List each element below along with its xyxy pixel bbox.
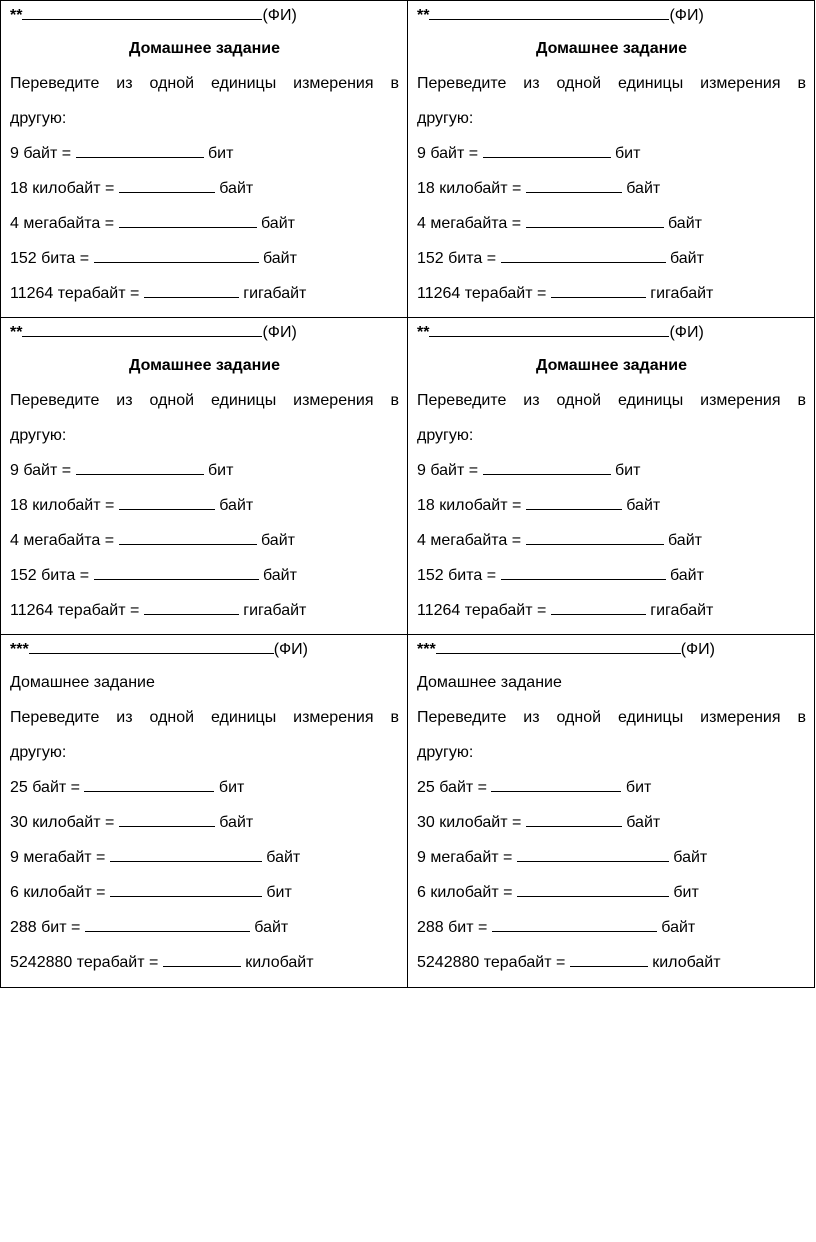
answer-blank[interactable] [551, 283, 646, 298]
answer-blank[interactable] [517, 882, 669, 897]
student-name-line [417, 318, 806, 348]
level-marker: ** [417, 7, 430, 24]
task-quantity: 4 мегабайта = [417, 532, 522, 549]
task-quantity: 9 байт = [10, 462, 72, 479]
task-target-unit: гигабайт [650, 602, 714, 619]
task-target-unit: байт [669, 250, 704, 267]
name-suffix-label: (ФИ) [273, 641, 309, 658]
task-line [10, 206, 399, 241]
homework-card [0, 1, 407, 317]
answer-blank[interactable] [526, 530, 664, 545]
instruction-word: единицы [210, 709, 277, 726]
task-quantity: 11264 терабайт = [10, 602, 140, 619]
answer-blank[interactable] [501, 248, 666, 263]
task-quantity: 11264 терабайт = [417, 602, 547, 619]
task-quantity: 288 бит = [417, 919, 488, 936]
task-line [417, 910, 806, 945]
card-title: Домашнее задание [128, 357, 280, 374]
task-target-unit: килобайт [245, 954, 314, 971]
instruction-word: единицы [617, 709, 684, 726]
instruction-word: измерения [293, 75, 374, 92]
answer-blank[interactable] [144, 283, 239, 298]
task-line [417, 171, 806, 206]
answer-blank[interactable] [119, 213, 257, 228]
card-title: Домашнее задание [417, 674, 562, 691]
answer-blank[interactable] [94, 565, 259, 580]
task-quantity: 11264 терабайт = [10, 285, 140, 302]
homework-card [0, 318, 407, 634]
instruction-word: одной [556, 75, 602, 92]
answer-blank[interactable] [119, 530, 257, 545]
name-blank[interactable] [22, 322, 262, 337]
task-line [10, 488, 399, 523]
level-marker: *** [417, 641, 436, 658]
task-line [417, 206, 806, 241]
task-quantity: 6 килобайт = [10, 884, 106, 901]
student-name-line [10, 1, 399, 31]
task-target-unit: байт [673, 849, 708, 866]
task-quantity: 18 килобайт = [417, 180, 522, 197]
task-quantity: 9 мегабайт = [417, 849, 513, 866]
task-quantity: 18 килобайт = [10, 497, 115, 514]
task-target-unit: килобайт [652, 954, 721, 971]
task-target-unit: байт [626, 180, 661, 197]
task-target-unit: бит [218, 779, 245, 796]
instruction-word: в [797, 709, 806, 726]
task-target-unit: бит [673, 884, 699, 901]
homework-card [0, 635, 407, 987]
instruction-tail: другую: [10, 744, 67, 761]
answer-blank[interactable] [492, 917, 657, 932]
task-target-unit: байт [261, 532, 295, 549]
task-line [10, 770, 399, 805]
answer-blank[interactable] [483, 460, 611, 475]
answer-blank[interactable] [483, 143, 611, 158]
task-quantity: 18 килобайт = [417, 497, 522, 514]
instruction-word: одной [556, 392, 602, 409]
instruction-tail: другую: [10, 427, 67, 444]
task-target-unit: гигабайт [243, 285, 307, 302]
task-quantity: 25 байт = [10, 779, 80, 796]
answer-blank[interactable] [144, 600, 239, 615]
task-target-unit: бит [208, 145, 234, 162]
task-line [10, 523, 399, 558]
task-target-unit: байт [668, 215, 702, 232]
instruction-tail: другую: [10, 110, 67, 127]
instruction-word: Переведите [417, 75, 507, 92]
answer-blank[interactable] [94, 248, 259, 263]
instruction-text [417, 66, 806, 101]
name-blank[interactable] [436, 639, 681, 654]
name-blank[interactable] [22, 5, 262, 20]
instruction-text [417, 700, 806, 735]
task-quantity: 9 мегабайт = [10, 849, 106, 866]
task-line [10, 840, 399, 875]
instruction-word: из [116, 75, 133, 92]
instruction-word: из [116, 709, 133, 726]
answer-blank[interactable] [491, 777, 621, 792]
task-line [10, 136, 399, 171]
answer-blank[interactable] [119, 495, 215, 510]
name-suffix-label: (ФИ) [680, 641, 716, 658]
instruction-word: единицы [210, 75, 277, 92]
cards-row-1 [0, 0, 815, 317]
task-target-unit: байт [219, 814, 254, 831]
answer-blank[interactable] [526, 812, 622, 827]
card-title: Домашнее задание [535, 357, 687, 374]
task-quantity: 5242880 терабайт = [10, 954, 159, 971]
answer-blank[interactable] [119, 812, 215, 827]
level-marker: ** [10, 7, 23, 24]
instruction-word: измерения [700, 709, 781, 726]
task-target-unit: гигабайт [650, 285, 714, 302]
instruction-word: в [797, 392, 806, 409]
task-quantity: 9 байт = [417, 462, 479, 479]
homework-card [407, 318, 815, 634]
instruction-word: Переведите [417, 709, 507, 726]
task-target-unit: байт [669, 567, 704, 584]
instruction-text [10, 383, 399, 418]
answer-blank[interactable] [119, 178, 215, 193]
task-target-unit: гигабайт [243, 602, 307, 619]
instruction-word: одной [556, 709, 602, 726]
task-quantity: 9 байт = [417, 145, 479, 162]
name-blank[interactable] [429, 322, 669, 337]
instruction-word: Переведите [10, 709, 100, 726]
answer-blank[interactable] [110, 882, 262, 897]
task-line [417, 593, 806, 628]
task-line [10, 171, 399, 206]
task-line [417, 875, 806, 910]
name-suffix-label: (ФИ) [669, 7, 704, 24]
task-quantity: 152 бита = [10, 250, 90, 267]
card-title: Домашнее задание [128, 40, 280, 57]
cards-row-2 [0, 317, 815, 634]
task-line [10, 593, 399, 628]
task-quantity: 18 килобайт = [10, 180, 115, 197]
task-line [417, 276, 806, 311]
answer-blank[interactable] [163, 952, 241, 967]
instruction-tail: другую: [417, 110, 474, 127]
instruction-word: в [390, 75, 399, 92]
task-line [417, 488, 806, 523]
name-suffix-label: (ФИ) [262, 324, 297, 341]
task-quantity: 9 байт = [10, 145, 72, 162]
task-line [417, 945, 806, 980]
instruction-tail: другую: [417, 427, 474, 444]
instruction-word: единицы [617, 75, 684, 92]
task-line [10, 558, 399, 593]
task-line [10, 945, 399, 980]
task-quantity: 11264 терабайт = [417, 285, 547, 302]
task-target-unit: бит [615, 145, 641, 162]
task-target-unit: бит [208, 462, 234, 479]
name-blank[interactable] [429, 5, 669, 20]
task-line [417, 558, 806, 593]
task-line [417, 805, 806, 840]
task-target-unit: байт [668, 532, 702, 549]
instruction-word: из [116, 392, 133, 409]
task-quantity: 152 бита = [10, 567, 90, 584]
task-target-unit: байт [626, 814, 661, 831]
name-suffix-label: (ФИ) [669, 324, 704, 341]
task-line [417, 840, 806, 875]
card-title: Домашнее задание [10, 674, 155, 691]
student-name-line [10, 635, 399, 665]
task-line [10, 276, 399, 311]
homework-card [407, 1, 815, 317]
answer-blank[interactable] [84, 777, 214, 792]
instruction-word: одной [149, 709, 195, 726]
name-blank[interactable] [29, 639, 274, 654]
task-line [10, 453, 399, 488]
card-title: Домашнее задание [535, 40, 687, 57]
name-suffix-label: (ФИ) [262, 7, 297, 24]
task-target-unit: бит [615, 462, 641, 479]
answer-blank[interactable] [526, 495, 622, 510]
task-quantity: 4 мегабайта = [10, 215, 115, 232]
task-target-unit: байт [261, 215, 295, 232]
instruction-word: одной [149, 75, 195, 92]
task-quantity: 152 бита = [417, 250, 497, 267]
task-target-unit: бит [625, 779, 652, 796]
task-target-unit: байт [661, 919, 696, 936]
instruction-word: измерения [293, 709, 374, 726]
instruction-text [10, 66, 399, 101]
answer-blank[interactable] [76, 460, 204, 475]
answer-blank[interactable] [85, 917, 250, 932]
instruction-word: в [797, 75, 806, 92]
task-line [10, 805, 399, 840]
level-marker: *** [10, 641, 29, 658]
instruction-word: в [390, 709, 399, 726]
answer-blank[interactable] [76, 143, 204, 158]
instruction-word: измерения [700, 75, 781, 92]
instruction-word: одной [149, 392, 195, 409]
task-target-unit: бит [266, 884, 292, 901]
instruction-word: Переведите [417, 392, 507, 409]
task-target-unit: байт [219, 180, 254, 197]
level-marker: ** [417, 324, 430, 341]
instruction-word: из [523, 709, 540, 726]
answer-blank[interactable] [501, 565, 666, 580]
answer-blank[interactable] [110, 847, 262, 862]
task-quantity: 6 килобайт = [417, 884, 513, 901]
task-target-unit: байт [266, 849, 301, 866]
task-target-unit: байт [254, 919, 289, 936]
task-quantity: 25 байт = [417, 779, 487, 796]
task-target-unit: байт [262, 567, 297, 584]
instruction-word: Переведите [10, 392, 100, 409]
instruction-word: Переведите [10, 75, 100, 92]
answer-blank[interactable] [551, 600, 646, 615]
task-quantity: 30 килобайт = [417, 814, 522, 831]
instruction-word: единицы [210, 392, 277, 409]
instruction-text [10, 700, 399, 735]
task-target-unit: байт [626, 497, 661, 514]
task-quantity: 30 килобайт = [10, 814, 115, 831]
task-line [417, 453, 806, 488]
task-line [417, 523, 806, 558]
instruction-word: из [523, 392, 540, 409]
task-quantity: 5242880 терабайт = [417, 954, 566, 971]
task-line [10, 241, 399, 276]
task-target-unit: байт [262, 250, 297, 267]
homework-card [407, 635, 815, 987]
task-quantity: 152 бита = [417, 567, 497, 584]
instruction-word: измерения [293, 392, 374, 409]
task-quantity: 4 мегабайта = [417, 215, 522, 232]
answer-blank[interactable] [570, 952, 648, 967]
level-marker: ** [10, 324, 23, 341]
answer-blank[interactable] [526, 213, 664, 228]
instruction-word: измерения [700, 392, 781, 409]
cards-row-3 [0, 634, 815, 988]
task-line [417, 241, 806, 276]
instruction-text [417, 383, 806, 418]
instruction-word: из [523, 75, 540, 92]
student-name-line [417, 1, 806, 31]
student-name-line [10, 318, 399, 348]
student-name-line [417, 635, 806, 665]
instruction-word: единицы [617, 392, 684, 409]
instruction-word: в [390, 392, 399, 409]
task-quantity: 288 бит = [10, 919, 81, 936]
answer-blank[interactable] [526, 178, 622, 193]
task-line [10, 910, 399, 945]
answer-blank[interactable] [517, 847, 669, 862]
task-line [10, 875, 399, 910]
instruction-tail: другую: [417, 744, 474, 761]
task-line [417, 770, 806, 805]
task-target-unit: байт [219, 497, 254, 514]
task-line [417, 136, 806, 171]
task-quantity: 4 мегабайта = [10, 532, 115, 549]
